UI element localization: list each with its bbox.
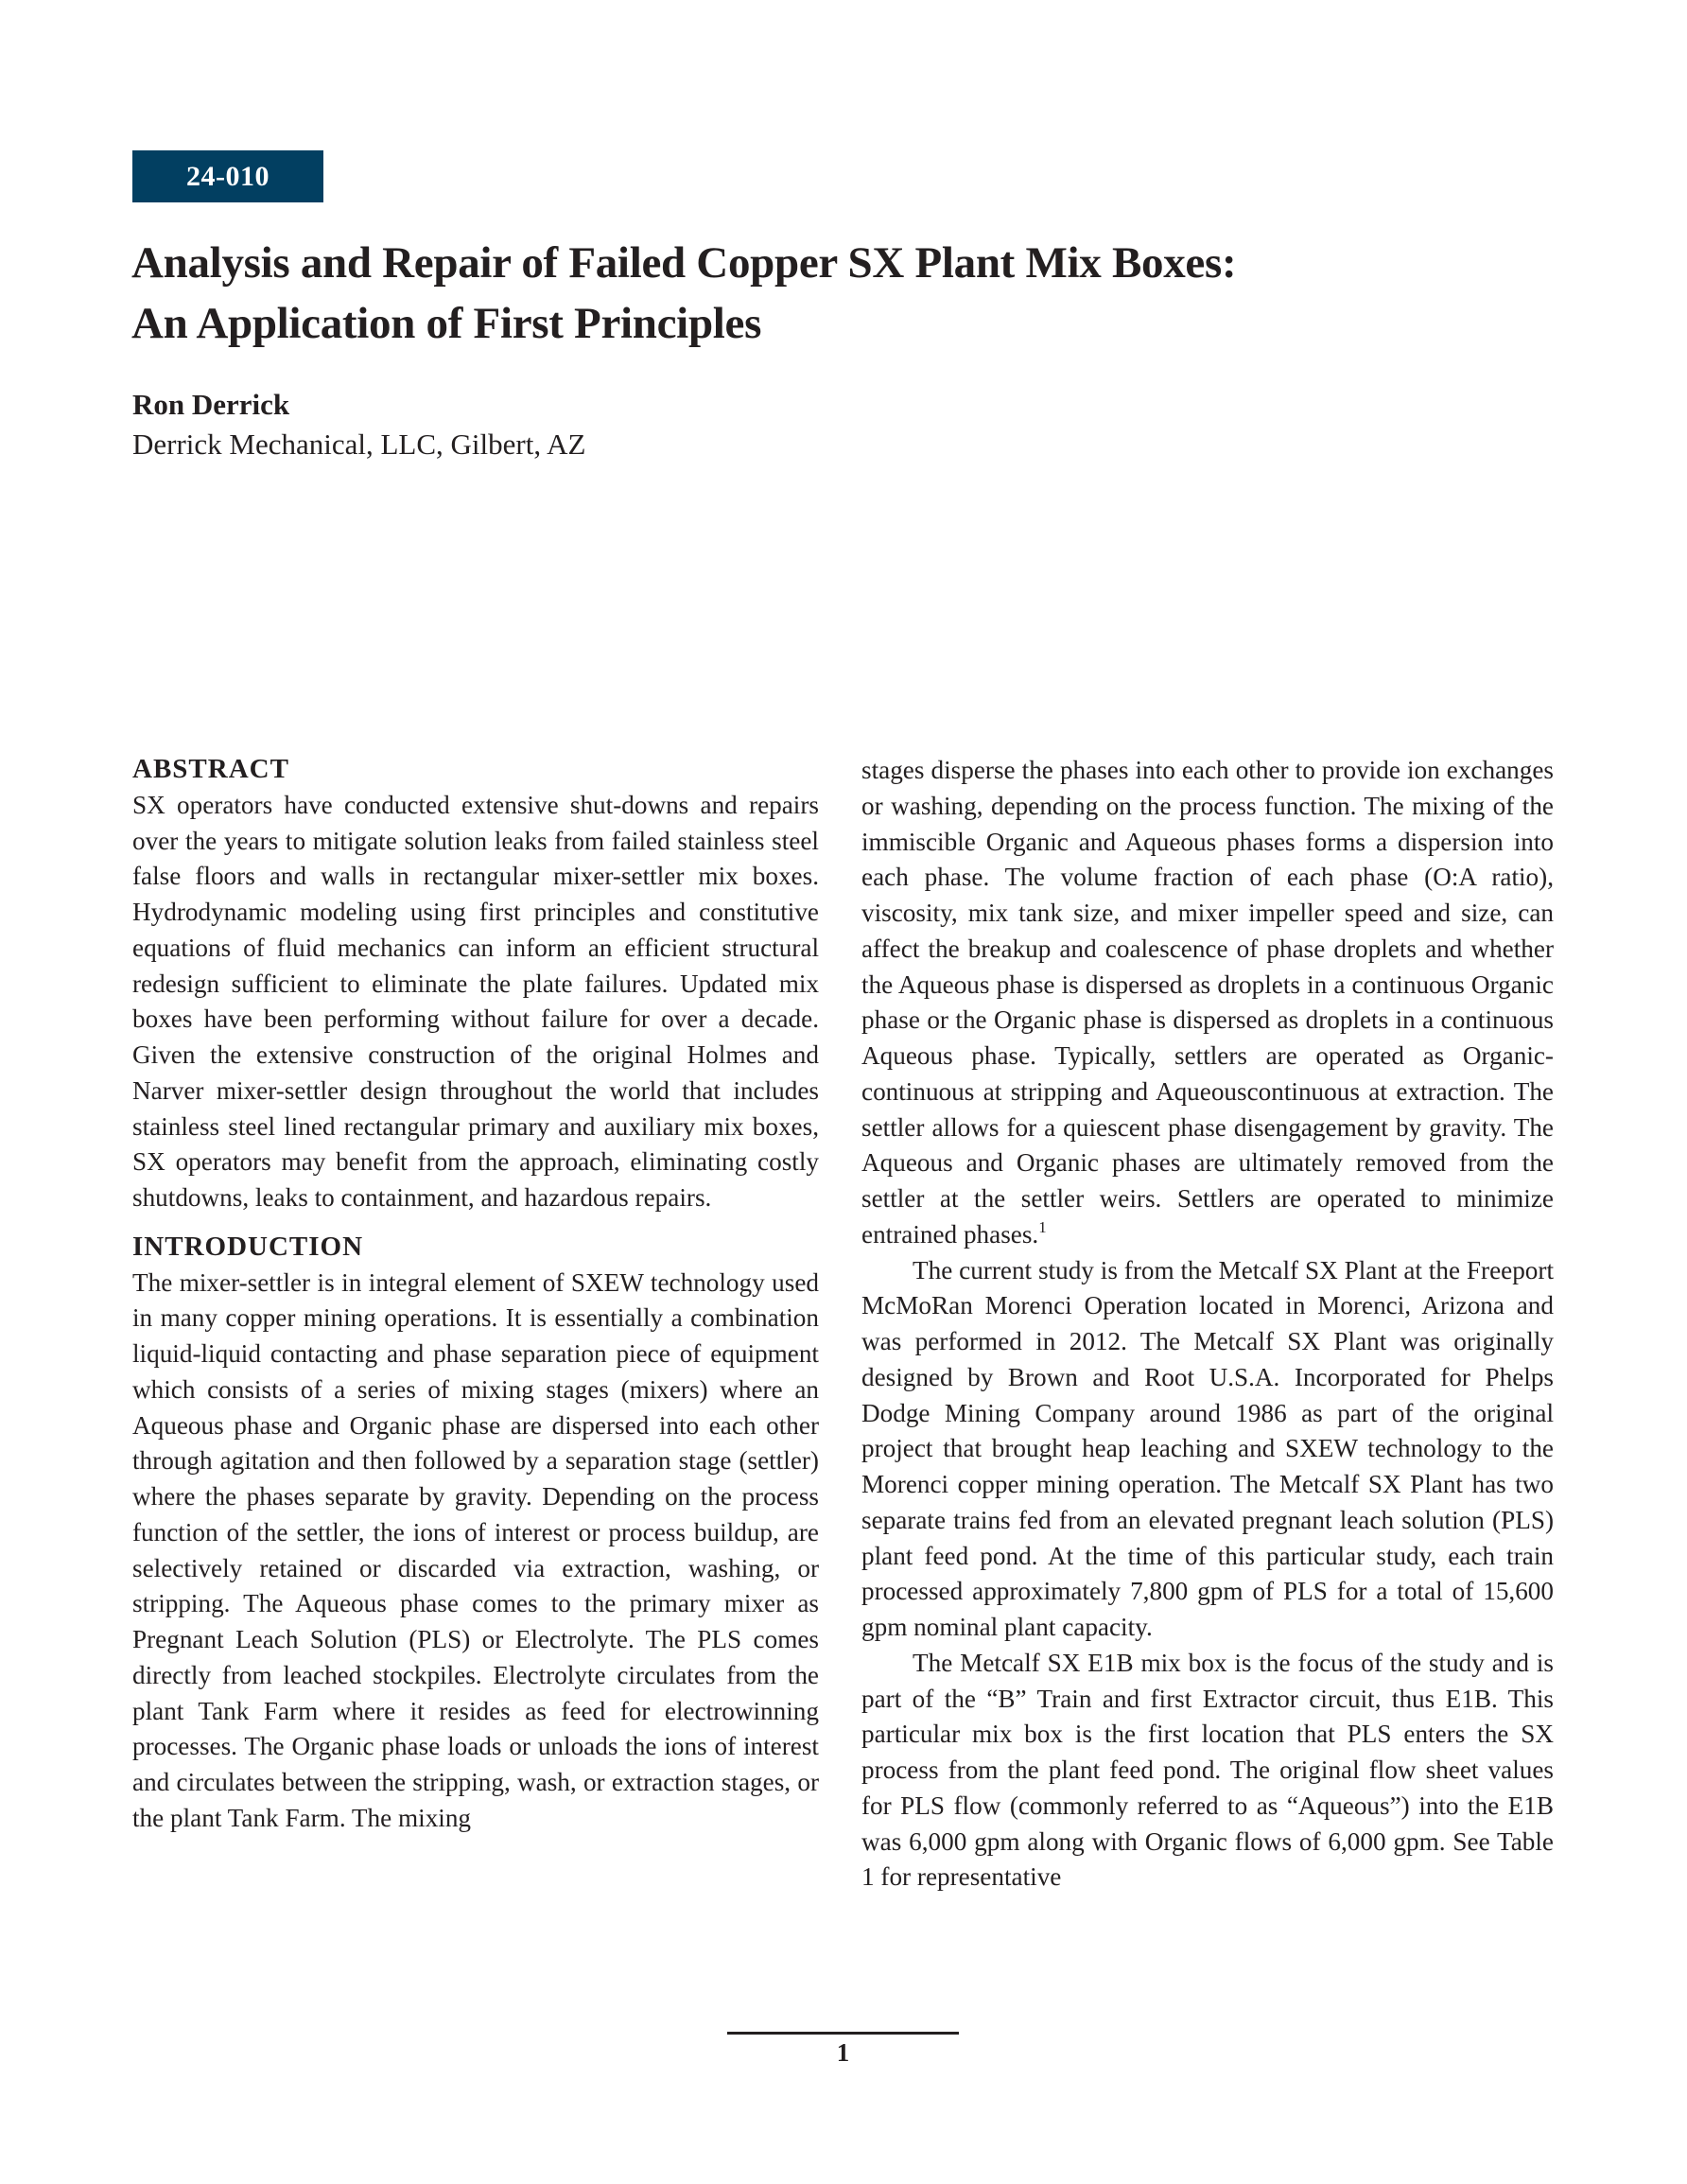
paper-id-badge: 24-010	[132, 150, 323, 202]
intro-paragraph-1-continued: stages disperse the phases into each other to provide ion exchanges or washing, depending on the process function. The mixing of the immiscible Organic and Aqueous phases forms a dispersion into each phase. The volume fraction of each phase (O:A ratio), viscosity, mix tank size, and mixer impeller speed and size, can affect the breakup and coalescence of phase droplets and whether the Aqueous phase is dispersed as droplets in a continuous Organic phase or the Organic phase is dispersed as droplets in a continuous Aqueous phase. Typically, settlers are operated as Organic-continuous at stripping and Aqueouscontinuous at extraction. The settler allows for a quiescent phase disengagement by gravity. The Aqueous and Organic phases are ultimately removed from the settler at the settler weirs. Settlers are operated to minimize entrained phases.	[861, 756, 1554, 1249]
author-affiliation: Derrick Mechanical, LLC, Gilbert, AZ	[132, 428, 586, 461]
right-column	[861, 753, 1554, 1896]
intro-paragraph-1-part-2	[861, 753, 1554, 1253]
footnote-reference[interactable]: 1	[1038, 1217, 1047, 1236]
intro-paragraph-2: The current study is from the Metcalf SX Plant at the Freeport McMoRan Morenci Operation located in Morenci, Arizona and was performed in 2012. The Metcalf SX Plant was originally designed by Brown and Root U.S.A. Incorporated for Phelps Dodge Mining Company around 1986 as part of the original project that brought heap leaching and SXEW technology to the Morenci copper mining operation. The Metcalf SX Plant has two separate trains fed from an elevated pregnant leach solution (PLS) plant feed pond. At the time of this particular study, each train processed approximately 7,800 gpm of PLS for a total of 15,600 gpm nominal plant capacity.	[861, 1255, 1554, 1641]
intro-paragraph-1-part-1: The mixer-settler is in integral element of SXEW technology used in many copper mining operations. It is essentially a combination liquid-liquid contacting and phase separation piece of equipment which consists of a series of mixing stages (mixers) where an Aqueous phase and Organic phase are dispersed into each other through agitation and then followed by a separation stage (settler) where the phases separate by gravity. Depending on the process function of the settler, the ions of interest or process buildup, are selectively retained or discarded via extraction, washing, or stripping. The Aqueous phase comes to the primary mixer as Pregnant Leach Solution (PLS) or Electrolyte. The PLS comes directly from leached stockpiles. Electrolyte circulates from the plant Tank Farm where it resides as feed for electrowinning processes. The Organic phase loads or unloads the ions of interest and circulates between the stripping, wash, or extraction stages, or the plant Tank Farm. The mixing	[132, 1267, 819, 1832]
abstract-heading: ABSTRACT	[132, 754, 289, 784]
paper-title	[131, 233, 1550, 354]
page-number: 1	[836, 2038, 850, 2067]
author-name: Ron Derrick	[132, 388, 290, 421]
introduction-heading: INTRODUCTION	[132, 1231, 364, 1262]
footer-rule	[727, 2032, 959, 2035]
title-line-1: Analysis and Repair of Failed Copper SX Plant Mix Boxes:	[131, 238, 1237, 288]
left-column	[132, 752, 819, 1837]
title-line-2: An Application of First Principles	[131, 299, 762, 348]
abstract-text: SX operators have conducted extensive shut-downs and repairs over the years to mitigate solution leaks from failed stainless steel false floors and walls in rectangular mixer-settler mix boxes. Hydrodynamic modeling using first principles and constitutive equations of fluid mechanics can inform an efficient structural redesign sufficient to eliminate the plate failures. Updated mix boxes have been performing without failure for over a decade. Given the extensive construction of the original Holmes and Narver mixer-settler design throughout the world that includes stainless steel lined rectangular primary and auxiliary mix boxes, SX operators may benefit from the approach, eliminating costly shutdowns, leaks to containment, and hazardous repairs.	[132, 790, 819, 1212]
intro-paragraph-3: The Metcalf SX E1B mix box is the focus of the study and is part of the “B” Train and first Extractor circuit, thus E1B. This particular mix box is the first location that PLS enters the SX process from the plant feed pond. The original flow sheet values for PLS flow (commonly referred to as “Aqueous”) into the E1B was 6,000 gpm along with Organic flows of 6,000 gpm. See Table 1 for representative	[861, 1648, 1554, 1892]
